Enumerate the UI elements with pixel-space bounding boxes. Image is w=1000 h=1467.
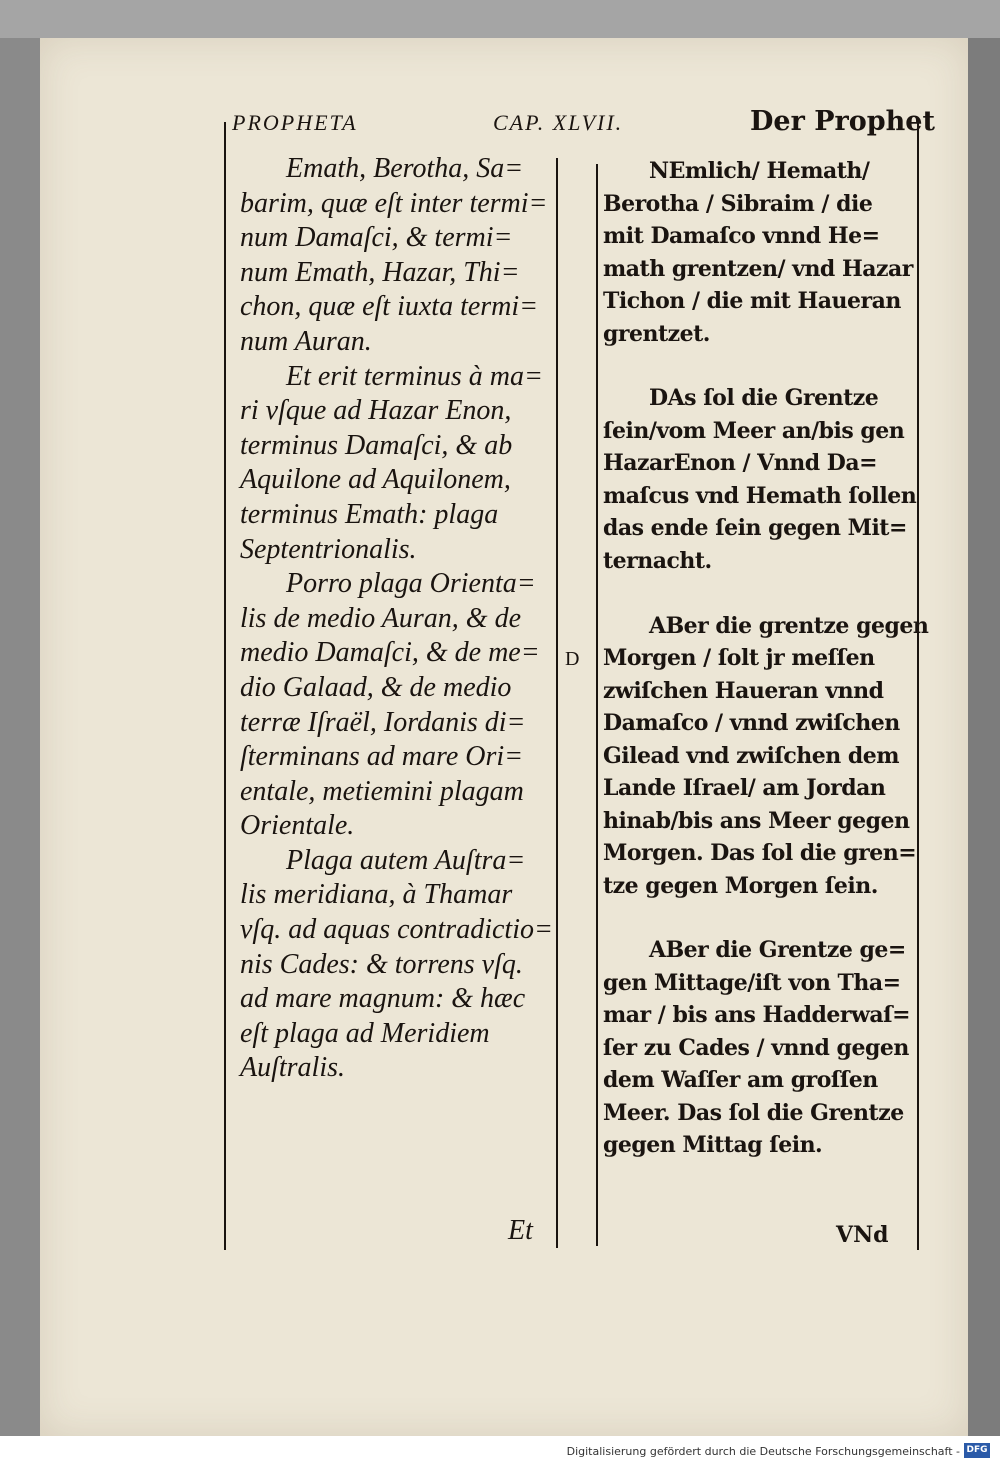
german-line: dem Waſſer am groſſen [603, 1067, 878, 1094]
german-text-column [603, 155, 929, 1162]
german-line: HazarEnon / Vnnd Da= [603, 450, 878, 477]
latin-line: num Auran. [240, 325, 372, 357]
german-line: math grentzen/ vnd Hazar [603, 255, 913, 282]
middle-column-rule-right [596, 164, 598, 1246]
latin-line: Emath, Berotha, Sa= [286, 153, 524, 184]
latin-line: terminus Emath: plaga [240, 498, 499, 530]
latin-running-head: PROPHETA [232, 110, 358, 135]
german-catchword: VNd [836, 1222, 889, 1248]
paragraph-gap [603, 902, 911, 934]
german-line: gegen Mittag ſein. [603, 1132, 823, 1159]
german-line: Meer. Das ſol die Grentze [603, 1099, 904, 1126]
german-line: Tichon / die mit Haueran [603, 288, 901, 314]
latin-line: terræ Iſraël, Iordanis di= [240, 706, 526, 738]
german-line: Berotha / Sibraim / die [603, 190, 873, 217]
latin-line: num Emath, Hazar, Thi= [240, 256, 520, 288]
german-line: das ende ſein gegen Mit= [603, 515, 907, 542]
latin-line: lis meridiana, à Thamar [240, 879, 513, 911]
latin-line: nis Cades: & torrens vſq. [240, 948, 523, 980]
paragraph-gap [603, 577, 911, 609]
latin-line: ad mare magnum: & hæc [240, 983, 526, 1015]
latin-line: terminus Damaſci, & ab [240, 429, 513, 461]
latin-catchword: Et [508, 1215, 533, 1246]
german-line: Damaſco / vnnd zwiſchen [603, 710, 900, 737]
german-line: ABer die grentze gegen [649, 612, 929, 639]
german-running-head: Der Prophet [750, 106, 935, 137]
latin-line: entale, metiemini plagam [240, 775, 524, 807]
german-line: ternacht. [603, 547, 712, 574]
left-column-rule [224, 122, 226, 1250]
german-line: tze gegen Morgen ſein. [603, 872, 878, 899]
footer-credit-bar [0, 1436, 1000, 1467]
german-line: grentzet. [603, 320, 710, 347]
german-line: zwiſchen Haueran vnnd [603, 677, 884, 704]
latin-line: barim, quæ eſt inter termi= [240, 187, 548, 219]
footer-credit-text: Digitalisierung gefördert durch die Deutsche Forschungsgemeinschaft - [566, 1445, 960, 1458]
latin-line: Aquilone ad Aquilonem, [240, 464, 511, 496]
german-line: Morgen / ſolt jr meſſen [603, 645, 875, 672]
german-line: gen Mittage/iſt von Tha= [603, 969, 901, 996]
latin-line: lis de medio Auran, & de [240, 602, 522, 634]
marginal-letter: D [565, 648, 580, 670]
latin-line: Et erit terminus à ma= [286, 360, 543, 392]
german-line: Morgen. Das ſol die gren= [603, 840, 917, 867]
middle-column-rule-left [556, 158, 558, 1248]
latin-line: dio Galaad, & de medio [240, 671, 512, 703]
german-line: ABer die Grentze ge= [649, 937, 906, 964]
latin-line: Auſtralis. [240, 1052, 346, 1084]
latin-line: medio Damaſci, & de me= [240, 637, 540, 669]
right-column-rule [917, 122, 919, 1250]
german-line: Gilead vnd zwiſchen dem [603, 742, 900, 769]
german-line: DAs ſol die Grentze [649, 385, 879, 412]
latin-line: eſt plaga ad Meridiem [240, 1017, 490, 1049]
german-line: NEmlich/ Hemath/ [649, 158, 870, 184]
german-line: Lande Iſrael/ am Jordan [603, 775, 886, 802]
german-line: ſein/vom Meer an/bis gen [603, 417, 905, 444]
scan-background-top [0, 0, 1000, 38]
latin-line: vſq. ad aquas contradictio= [240, 914, 553, 946]
german-line: mar / bis ans Hadderwaſ= [603, 1002, 911, 1029]
german-line: hinab/bis ans Meer gegen [603, 807, 910, 834]
latin-line: Plaga autem Auſtra= [286, 844, 526, 876]
page-edge-shadow [968, 38, 1000, 1436]
latin-line: Orientale. [240, 810, 355, 842]
latin-line: Porro plaga Orienta= [286, 568, 536, 600]
latin-line: num Damaſci, & termi= [240, 222, 513, 254]
german-line: ſer zu Cades / vnnd gegen [603, 1034, 909, 1061]
latin-line: ri vſque ad Hazar Enon, [240, 395, 512, 427]
latin-line: Septentrionalis. [240, 533, 417, 565]
german-line: maſcus vnd Hemath ſollen [603, 482, 917, 509]
chapter-heading: CAP. XLVII. [493, 110, 624, 135]
latin-line: ſterminans ad mare Ori= [240, 741, 524, 773]
german-line: mit Damaſco vnnd He= [603, 223, 880, 249]
latin-text-column [240, 152, 552, 1086]
dfg-logo-icon: DFG [964, 1443, 990, 1458]
latin-line: chon, quæ eſt iuxta termi= [240, 291, 539, 323]
paragraph-gap [603, 350, 911, 382]
